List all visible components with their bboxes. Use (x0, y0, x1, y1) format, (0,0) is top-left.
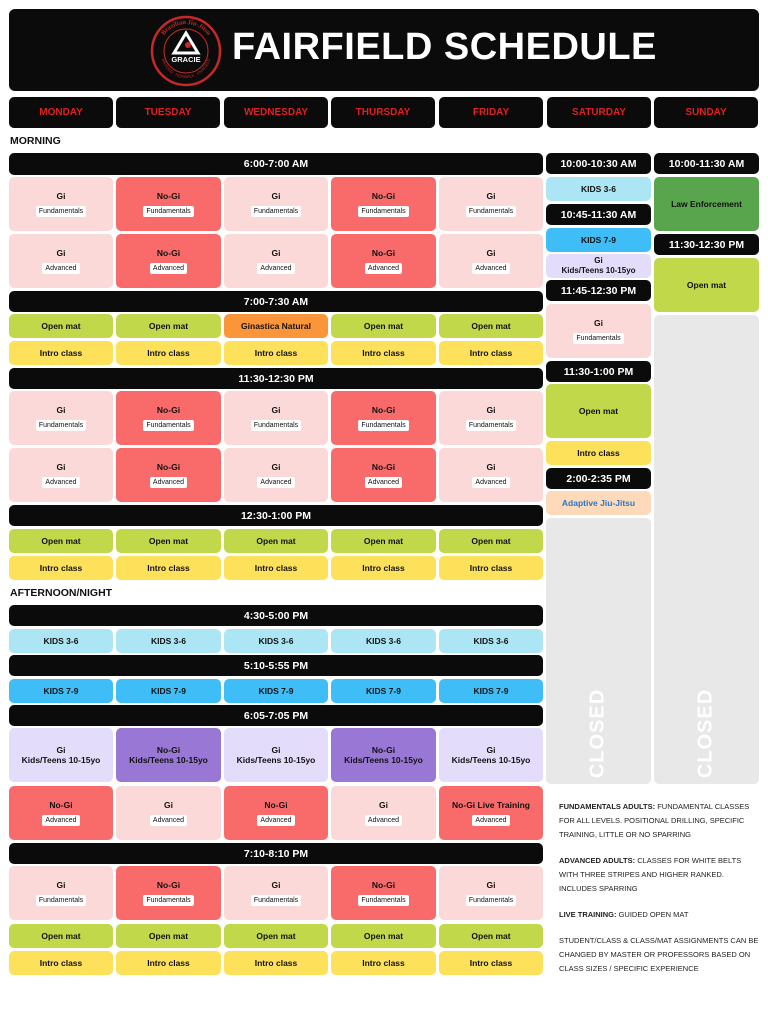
class-cell: No-Gi Fundamentals (116, 391, 221, 445)
class-cell: Open mat (439, 314, 543, 338)
class-cell: Intro class (116, 556, 221, 580)
class-cell: Open mat (224, 924, 328, 948)
note-fundamentals: FUNDAMENTALS ADULTS: FUNDAMENTAL CLASSES FOR ALL LEVELS. POSITIONAL DRILLING, SPECIFIC TRAINING, LITTLE OR NO SPARRING (559, 802, 750, 839)
class-cell: Open mat (116, 924, 221, 948)
day-monday: MONDAY (9, 97, 113, 128)
class-cell: KIDS 3-6 (331, 629, 436, 653)
time-bar-6am: 6:00-7:00 AM (9, 153, 543, 175)
class-cell: Intro class (331, 341, 436, 365)
class-cell: No-Gi Advanced (116, 234, 221, 288)
class-cell: Open mat (439, 529, 543, 553)
class-cell: Gi Fundamentals (224, 391, 328, 445)
class-cell: Open mat (654, 258, 759, 312)
class-cell: Gi Fundamentals (546, 304, 651, 358)
class-cell: Intro class (9, 951, 113, 975)
class-cell: Gi Fundamentals (9, 177, 113, 231)
class-cell: No-Gi Fundamentals (116, 177, 221, 231)
class-cell: No-Gi Fundamentals (331, 391, 436, 445)
time-bar-7am: 7:00-7:30 AM (9, 291, 543, 312)
logo-name: GRACIE (171, 55, 201, 64)
logo-arc-top: Brazilian Jiu-Jitsu (159, 18, 213, 37)
class-cell: Open mat (331, 314, 436, 338)
class-cell: Intro class (546, 441, 651, 465)
class-cell: Intro class (9, 556, 113, 580)
class-cell: Gi Fundamentals (9, 866, 113, 920)
class-cell: Gi Advanced (224, 234, 328, 288)
section-afternoon: AFTERNOON/NIGHT (10, 587, 113, 599)
class-cell: Intro class (439, 951, 543, 975)
sun-closed-label: CLOSED (694, 688, 717, 779)
section-morning: MORNING (10, 135, 61, 147)
class-cell: Ginastica Natural (224, 314, 328, 338)
day-wednesday: WEDNESDAY (224, 97, 328, 128)
class-cell: Open mat (331, 924, 436, 948)
sun-time-bar: 10:00-11:30 AM (654, 153, 759, 174)
class-cell: Intro class (439, 341, 543, 365)
note-advanced: ADVANCED ADULTS: CLASSES FOR WHITE BELTS WITH THREE STRIPES AND HIGHER RANKED. INCLUDES SPARRING (559, 856, 742, 893)
class-cell: Gi Kids/Teens 10-15yo (439, 728, 543, 782)
class-cell: Intro class (439, 556, 543, 580)
class-cell: No-Gi Fundamentals (331, 177, 436, 231)
note-assignments: STUDENT/CLASS & CLASS/MAT ASSIGNMENTS CAN BE CHANGED BY MASTER OR PROFESSORS BASED ON CLASS SIZES / SPECIFIC EXPERIENCE (559, 936, 759, 973)
class-cell: Gi Advanced (439, 234, 543, 288)
class-cell: No-Gi Live Training Advanced (439, 786, 543, 840)
class-cell: KIDS 7-9 (546, 228, 651, 252)
class-cell: Gi Fundamentals (439, 177, 543, 231)
class-cell: KIDS 7-9 (9, 679, 113, 703)
time-bar-1230pm: 12:30-1:00 PM (9, 505, 543, 526)
class-cell: Open mat (116, 529, 221, 553)
class-cell: Intro class (224, 951, 328, 975)
time-bar-430pm: 4:30-5:00 PM (9, 605, 543, 626)
time-bar-710pm: 7:10-8:10 PM (9, 843, 543, 864)
day-friday: FRIDAY (439, 97, 543, 128)
class-cell: Intro class (331, 556, 436, 580)
sat-closed-label: CLOSED (586, 688, 609, 779)
class-cell: No-Gi Advanced (331, 448, 436, 502)
class-cell: Gi Kids/Teens 10-15yo (9, 728, 113, 782)
class-cell: Intro class (224, 556, 328, 580)
class-cell: Intro class (116, 341, 221, 365)
class-cell: Gi Advanced (116, 786, 221, 840)
class-cell: Intro class (116, 951, 221, 975)
class-cell: No-Gi Fundamentals (331, 866, 436, 920)
class-cell: KIDS 3-6 (546, 177, 651, 201)
sat-time-bar: 10:45-11:30 AM (546, 204, 651, 225)
class-cell: KIDS 7-9 (116, 679, 221, 703)
class-cell: Open mat (546, 384, 651, 438)
class-cell: No-Gi Fundamentals (116, 866, 221, 920)
class-cell: No-Gi Advanced (224, 786, 328, 840)
class-cell: KIDS 3-6 (116, 629, 221, 653)
class-cell: KIDS 7-9 (224, 679, 328, 703)
class-cell: Gi Fundamentals (224, 866, 328, 920)
class-cell: KIDS 3-6 (224, 629, 328, 653)
class-cell: No-Gi Kids/Teens 10-15yo (116, 728, 221, 782)
class-cell: Intro class (224, 341, 328, 365)
class-cell: Gi Fundamentals (224, 177, 328, 231)
time-bar-510pm: 5:10-5:55 PM (9, 655, 543, 676)
class-cell: Gi Kids/Teens 10-15yo (224, 728, 328, 782)
class-cell: Gi Advanced (439, 448, 543, 502)
time-bar-1130am: 11:30-12:30 PM (9, 368, 543, 389)
class-cell: KIDS 7-9 (331, 679, 436, 703)
notes-panel (559, 800, 759, 988)
class-cell: No-Gi Advanced (331, 234, 436, 288)
class-cell: No-Gi Advanced (116, 448, 221, 502)
time-bar-605pm: 6:05-7:05 PM (9, 705, 543, 726)
class-cell: KIDS 7-9 (439, 679, 543, 703)
day-tuesday: TUESDAY (116, 97, 220, 128)
class-cell: Open mat (116, 314, 221, 338)
class-cell: Gi Fundamentals (439, 391, 543, 445)
day-sunday: SUNDAY (654, 97, 758, 128)
class-cell: No-Gi Kids/Teens 10-15yo (331, 728, 436, 782)
class-cell: Gi Advanced (9, 448, 113, 502)
class-cell: Open mat (9, 529, 113, 553)
class-cell: Gi Kids/Teens 10-15yo (546, 254, 651, 278)
class-cell: KIDS 3-6 (439, 629, 543, 653)
class-cell: Open mat (224, 529, 328, 553)
sat-time-bar: 11:30-1:00 PM (546, 361, 651, 382)
class-cell: KIDS 3-6 (9, 629, 113, 653)
class-cell: Open mat (439, 924, 543, 948)
sun-time-bar: 11:30-12:30 PM (654, 234, 759, 255)
note-live-training: LIVE TRAINING: GUIDED OPEN MAT (559, 910, 689, 919)
class-cell: Intro class (331, 951, 436, 975)
class-cell: Open mat (9, 314, 113, 338)
class-cell: Law Enforcement (654, 177, 759, 231)
class-cell: Adaptive Jiu-Jitsu (546, 491, 651, 515)
class-cell: Gi Advanced (9, 234, 113, 288)
class-cell: Open mat (331, 529, 436, 553)
sat-time-bar: 10:00-10:30 AM (546, 153, 651, 174)
class-cell: Gi Fundamentals (439, 866, 543, 920)
class-cell: Gi Fundamentals (9, 391, 113, 445)
class-cell: Intro class (9, 341, 113, 365)
gracie-logo (150, 15, 222, 87)
sat-time-bar: 2:00-2:35 PM (546, 468, 651, 489)
page-title: FAIRFIELD SCHEDULE (232, 26, 657, 68)
logo-arc-bottom: MILFORD · NORWALK · FAIRFIELD (160, 57, 212, 80)
day-thursday: THURSDAY (331, 97, 435, 128)
class-cell: Gi Advanced (224, 448, 328, 502)
day-saturday: SATURDAY (547, 97, 651, 128)
sat-time-bar: 11:45-12:30 PM (546, 280, 651, 301)
class-cell: No-Gi Advanced (9, 786, 113, 840)
class-cell: Gi Advanced (331, 786, 436, 840)
class-cell: Open mat (9, 924, 113, 948)
